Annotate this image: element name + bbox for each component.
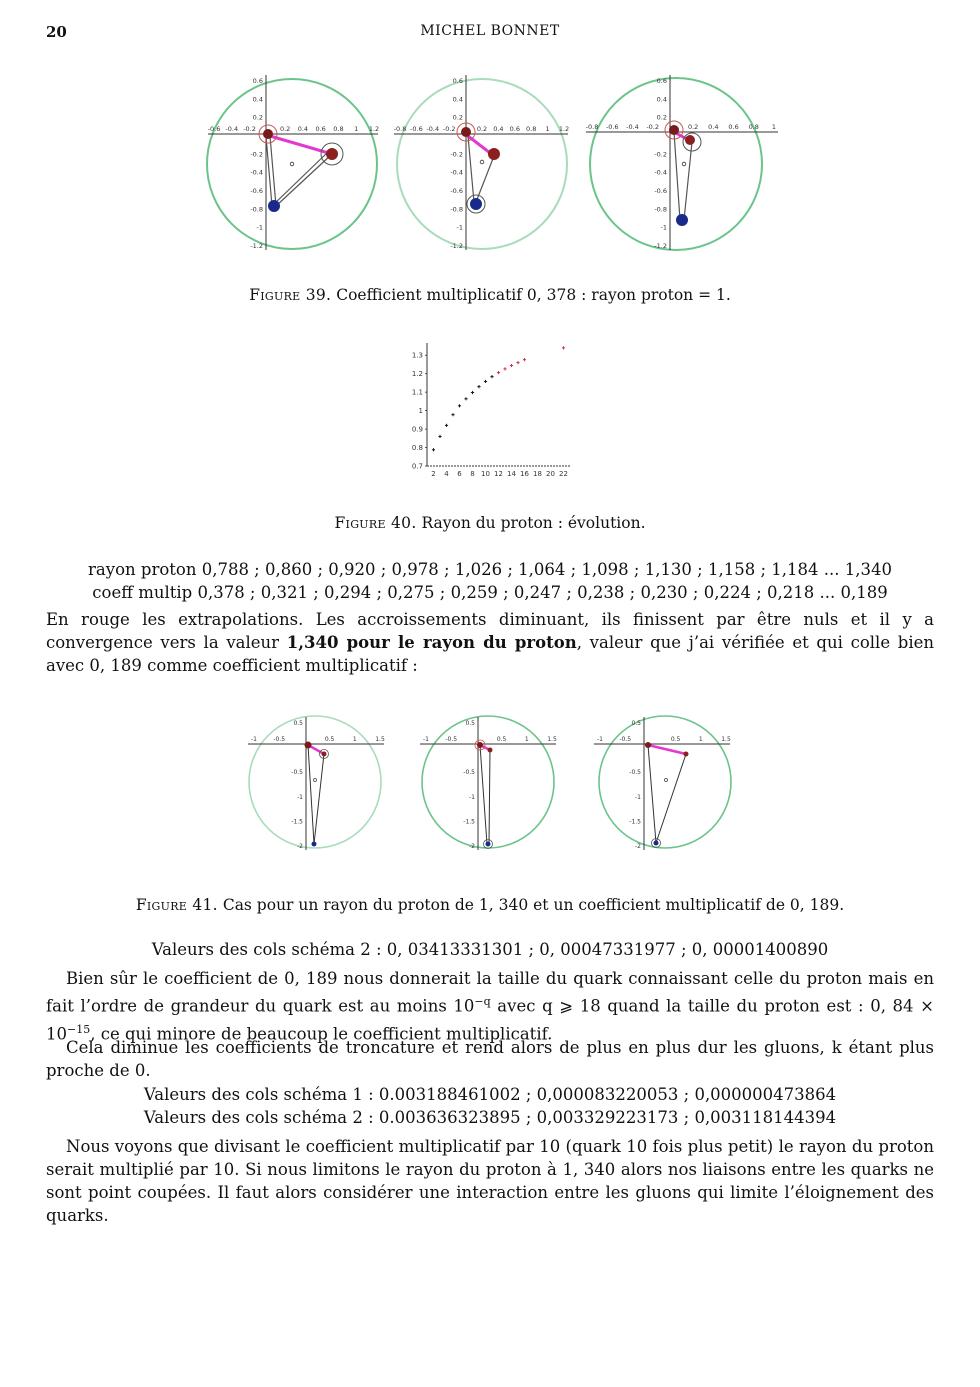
- y-tick-label: -1: [256, 223, 263, 232]
- y-tick-label: -1.2: [450, 242, 463, 250]
- proton-center: [314, 779, 317, 782]
- data-point-extrapolated: [497, 371, 500, 374]
- x-tick-labels: [394, 125, 570, 133]
- y-tick-label: -0.4: [654, 168, 667, 177]
- y-tick-label: 0.5: [293, 720, 303, 727]
- x-tick-labels: [431, 470, 568, 478]
- x-tick-label: 0.6: [728, 123, 739, 131]
- exponent-minus-15: −15: [67, 1022, 91, 1036]
- paragraph-quark-size-text-a: Bien sûr le coefficient de 0, 189 nous donnerait la taille du quark connaissant celle du proton mais en fait l’ordre de grandeur du quark est au moins 10: [46, 969, 934, 1016]
- quark-right: [684, 752, 689, 757]
- quark-bottom: [312, 842, 317, 847]
- x-tick-label: 1.2: [368, 125, 380, 133]
- figure-40-caption-text: Rayon du proton : évolution.: [421, 514, 646, 532]
- quark-bottom: [654, 841, 659, 846]
- y-tick-label: -0.5: [463, 769, 475, 777]
- y-tick-label: 0.2: [656, 113, 667, 122]
- paragraph-troncature: Cela diminue les coefficients de troncature et rend alors de plus en plus dur les gluons, k étant plus proche de 0.: [46, 1038, 934, 1080]
- x-tick-label: 1: [545, 125, 550, 133]
- quark-top: [461, 127, 471, 137]
- x-tick-label: 1.5: [547, 736, 557, 743]
- x-tick-labels: [208, 125, 380, 133]
- quark-right: [488, 148, 500, 160]
- gluon-link-left: [468, 136, 474, 202]
- x-tick-label: -0.5: [273, 736, 286, 743]
- cols-values-line-2: Valeurs des cols schéma 1 : 0.003188461002 ; 0,000083220053 ; 0,000000473864: [143, 1085, 837, 1104]
- x-tick-label: 0.6: [509, 125, 520, 133]
- x-tick-label: -1: [423, 736, 429, 743]
- x-tick-label: -0.4: [426, 125, 440, 133]
- x-tick-label: -0.6: [605, 123, 619, 131]
- quark-top: [477, 742, 483, 748]
- y-tick-label: -2: [469, 843, 475, 850]
- x-tick-label: 0.2: [687, 123, 699, 131]
- paragraph-quark-size-text-b: avec q ⩾ 18 quand la taille du proton est : 0, 84 × 10: [46, 996, 934, 1043]
- figure-39-label: Figure 39.: [249, 286, 332, 304]
- y-tick-label: 1.1: [411, 388, 423, 397]
- gluon-link-right: [489, 750, 490, 844]
- y-tick-labels: [654, 77, 667, 250]
- gluon-link-right: [684, 142, 692, 220]
- y-tick-label: -1.2: [250, 242, 263, 250]
- y-tick-label: -1: [635, 793, 641, 801]
- x-tick-label: 2: [431, 470, 436, 478]
- data-point-extrapolated: [503, 367, 506, 370]
- y-tick-label: 0.6: [656, 77, 667, 85]
- y-tick-label: -0.2: [250, 150, 263, 159]
- x-tick-label: 0.4: [708, 123, 719, 131]
- rayon-values-line: rayon proton 0,788 ; 0,860 ; 0,920 ; 0,978 ; 1,026 ; 1,064 ; 1,098 ; 1,130 ; 1,158 ; 1,184 ... 1,340: [88, 560, 892, 579]
- quark-bottom: [676, 214, 688, 226]
- data-point-extrapolated: [516, 361, 519, 364]
- x-tick-label: 20: [546, 470, 555, 478]
- gluon-link-top: [648, 745, 686, 754]
- figure-40-label: Figure 40.: [334, 514, 417, 532]
- x-tick-label: -1: [251, 736, 257, 743]
- y-tick-label: -1: [660, 223, 667, 232]
- quark-right: [685, 135, 695, 145]
- figure-41-label: Figure 41.: [135, 896, 218, 914]
- y-tick-label: -0.8: [450, 205, 463, 214]
- y-tick-label: 1.3: [411, 351, 423, 360]
- cols-values-line-1: Valeurs des cols schéma 2 : 0, 03413331301 ; 0, 00047331977 ; 0, 00001400890: [151, 940, 829, 959]
- figure-41-panel-3: [594, 716, 731, 850]
- y-tick-label: -2: [635, 843, 641, 850]
- y-tick-label: -0.5: [629, 769, 641, 777]
- y-tick-label: -1.5: [463, 818, 475, 826]
- cols-values-line-3: Valeurs des cols schéma 2 : 0.003636323895 ; 0,003329223173 ; 0,003118144394: [143, 1108, 837, 1127]
- paragraph-convergence: [46, 608, 934, 677]
- gluon-link-right: [314, 754, 324, 844]
- gluon-link-left: [308, 745, 314, 844]
- paragraph-convergence-text-a: En rouge les extrapolations. Les accroissements diminuant, ils finissent par être nuls et il y a convergence vers la valeur: [46, 610, 934, 652]
- y-tick-label: -0.4: [450, 168, 463, 177]
- proton-circle: [249, 716, 381, 848]
- data-point-measured: [477, 385, 480, 388]
- paragraph-quark-size: [46, 967, 934, 1045]
- gluon-link-left: [480, 745, 487, 844]
- x-tick-label: 0.8: [333, 125, 344, 133]
- x-tick-label: 6: [457, 470, 462, 478]
- figure-41-panel-2: [420, 716, 557, 850]
- x-tick-label: -0.6: [410, 125, 423, 133]
- quark-right: [326, 148, 338, 160]
- x-tick-label: 4: [444, 470, 449, 478]
- figure-39: [200, 70, 790, 260]
- data-point-measured: [484, 380, 487, 383]
- y-tick-label: 1: [418, 407, 423, 416]
- y-tick-label: -2: [297, 843, 303, 850]
- x-tick-label: -0.5: [445, 736, 458, 743]
- data-point-extrapolated: [510, 364, 513, 367]
- x-tick-label: 0.4: [493, 125, 504, 133]
- y-tick-label: 0.4: [252, 95, 263, 104]
- paragraph-quark-size-text-c: , ce qui minore de beaucoup le coefficient multiplicatif.: [90, 1024, 553, 1043]
- x-tick-label: 18: [533, 470, 542, 478]
- figure-41-caption-text: Cas pour un rayon du proton de 1, 340 et un coefficient multiplicatif de 0, 189.: [222, 896, 845, 914]
- x-tick-label: 1: [771, 123, 777, 131]
- x-tick-label: 0.5: [670, 736, 681, 743]
- y-tick-label: -0.6: [250, 187, 263, 195]
- x-tick-label: 0.5: [324, 736, 335, 743]
- quark-bottom: [470, 198, 482, 210]
- x-tick-label: -0.8: [585, 123, 599, 131]
- x-tick-label: 1.5: [721, 736, 731, 743]
- y-tick-label: -0.4: [250, 168, 263, 177]
- y-tick-label: 0.2: [252, 113, 263, 122]
- page-number: 20: [46, 23, 67, 41]
- y-tick-label: 0.2: [452, 113, 463, 122]
- figure-39-caption: [0, 286, 980, 304]
- paragraph-convergence-bold: 1,340 pour le rayon du proton: [286, 633, 577, 652]
- x-tick-label: 0.4: [297, 125, 309, 133]
- figure-41: [240, 712, 740, 857]
- quark-top: [645, 742, 651, 748]
- x-tick-label: -0.5: [619, 736, 632, 743]
- x-tick-label: 0.5: [496, 736, 507, 743]
- x-tick-label: -0.4: [225, 125, 239, 133]
- quark-right: [322, 752, 327, 757]
- gluon-link-right: [656, 754, 686, 843]
- data-point-measured: [471, 391, 474, 394]
- x-tick-label: 1: [524, 736, 529, 743]
- x-tick-label: -0.2: [442, 125, 456, 133]
- x-tick-label: 10: [481, 470, 490, 478]
- exponent-minus-q: −q: [474, 995, 491, 1008]
- quark-top: [669, 125, 679, 135]
- data-point-measured: [451, 413, 454, 416]
- quark-top: [305, 742, 312, 749]
- y-tick-label: -0.5: [291, 769, 303, 777]
- proton-circle: [422, 716, 554, 848]
- figure-40-chart: [400, 338, 580, 483]
- y-tick-label: 0.5: [465, 720, 475, 727]
- data-points: [432, 346, 565, 451]
- y-tick-label: 0.6: [452, 77, 463, 85]
- y-tick-label: 0.9: [411, 425, 423, 434]
- x-tick-label: 22: [559, 470, 568, 478]
- y-tick-labels: [629, 720, 641, 850]
- x-tick-label: 1: [354, 125, 359, 133]
- x-tick-label: -0.2: [243, 125, 256, 133]
- quark-bottom: [486, 842, 491, 847]
- proton-center: [290, 162, 294, 166]
- x-tick-label: -0.8: [393, 125, 407, 133]
- y-tick-label: -1: [456, 223, 463, 232]
- figure-39-caption-text: Coefficient multiplicatif 0, 378 : rayon proton = 1.: [336, 286, 731, 304]
- data-point-measured: [464, 397, 467, 400]
- y-tick-label: 0.5: [631, 720, 641, 727]
- y-tick-label: -0.2: [654, 150, 667, 159]
- x-tick-label: 1: [698, 736, 703, 743]
- gluon-link-left: [674, 132, 680, 220]
- y-tick-label: -1.5: [291, 818, 303, 826]
- x-tick-label: 0.2: [279, 125, 291, 133]
- figure-41-panel-1: [248, 716, 385, 850]
- paragraph-convergence-text-b: , valeur que j’ai vérifiée et qui colle bien avec 0, 189 comme coefficient multiplicatif :: [46, 633, 934, 675]
- y-tick-label: -1: [469, 793, 475, 801]
- figure-39-panel-1: [207, 75, 379, 250]
- x-tick-label: 12: [494, 470, 503, 478]
- x-tick-label: 0.8: [526, 125, 537, 133]
- x-tick-label: 0.2: [476, 125, 488, 133]
- y-tick-label: 0.6: [252, 77, 263, 85]
- x-tick-label: -1: [597, 736, 603, 743]
- data-point-extrapolated: [523, 358, 526, 361]
- y-tick-labels: [412, 352, 427, 471]
- coeff-values-line: coeff multip 0,378 ; 0,321 ; 0,294 ; 0,275 ; 0,259 ; 0,247 ; 0,238 ; 0,230 ; 0,224 ; 0,218 ... 0,189: [92, 583, 888, 602]
- x-tick-label: 0.8: [748, 123, 759, 131]
- proton-center: [682, 162, 686, 166]
- x-tick-label: -0.6: [207, 125, 221, 133]
- data-point-measured: [445, 424, 448, 427]
- y-tick-label: -1.5: [629, 818, 641, 826]
- y-tick-label: -0.6: [654, 187, 667, 195]
- x-tick-label: 1.5: [375, 736, 385, 743]
- data-point-measured: [432, 448, 435, 451]
- quark-right: [488, 748, 493, 753]
- quark-bottom: [268, 200, 280, 212]
- figure-39-panel-2: [394, 75, 570, 250]
- data-point-measured: [458, 404, 461, 407]
- y-tick-label: -0.8: [250, 205, 263, 214]
- running-header-author: MICHEL BONNET: [420, 23, 560, 39]
- proton-center: [665, 779, 668, 782]
- x-tick-label: -0.2: [646, 123, 660, 131]
- x-tick-label: 8: [470, 470, 475, 478]
- y-tick-label: 1.2: [411, 370, 423, 379]
- paragraph-conclusion: Nous voyons que divisant le coefficient multiplicatif par 10 (quark 10 fois plus petit) le rayon du proton serait multiplié par 10. Si nous limitons le rayon du proton à 1, 340 alors nos liaisons entre les quarks ne sont point coupées. Il faut alors considérer une interaction entre les gluons qui limite l’éloignement des quarks.: [46, 1137, 934, 1225]
- gluon-link-left: [648, 745, 656, 843]
- y-tick-labels: [463, 720, 475, 850]
- proton-center: [480, 160, 484, 164]
- x-tick-label: 1: [352, 736, 357, 743]
- x-tick-label: 1.2: [558, 125, 570, 133]
- x-tick-label: -0.4: [626, 123, 639, 131]
- figure-41-caption: [0, 896, 980, 914]
- proton-circle: [207, 79, 380, 249]
- y-tick-label: 0.8: [411, 444, 423, 453]
- y-tick-labels: [291, 720, 303, 850]
- figure-40-caption: [0, 514, 980, 532]
- y-tick-label: -1: [297, 793, 303, 801]
- data-point-measured: [490, 375, 493, 378]
- data-point-measured: [438, 435, 441, 438]
- y-tick-label: -0.8: [654, 205, 667, 214]
- y-tick-label: 0.4: [452, 95, 463, 104]
- x-tick-label: 14: [507, 470, 516, 478]
- y-tick-labels: [450, 77, 463, 250]
- y-tick-label: -0.6: [450, 187, 463, 195]
- gluon-link-right2: [272, 152, 328, 206]
- data-point-extrapolated: [562, 346, 565, 349]
- quark-top: [263, 129, 273, 139]
- x-tick-label: 0.6: [315, 125, 326, 133]
- y-tick-label: -1.2: [654, 242, 667, 250]
- x-tick-label: 16: [520, 470, 529, 478]
- y-tick-label: -0.2: [450, 150, 463, 159]
- y-tick-label: 0.7: [411, 462, 423, 471]
- gluon-link-top: [270, 136, 332, 154]
- figure-39-panel-3: [586, 75, 778, 250]
- y-tick-labels: [250, 77, 263, 250]
- y-tick-label: 0.4: [656, 95, 667, 104]
